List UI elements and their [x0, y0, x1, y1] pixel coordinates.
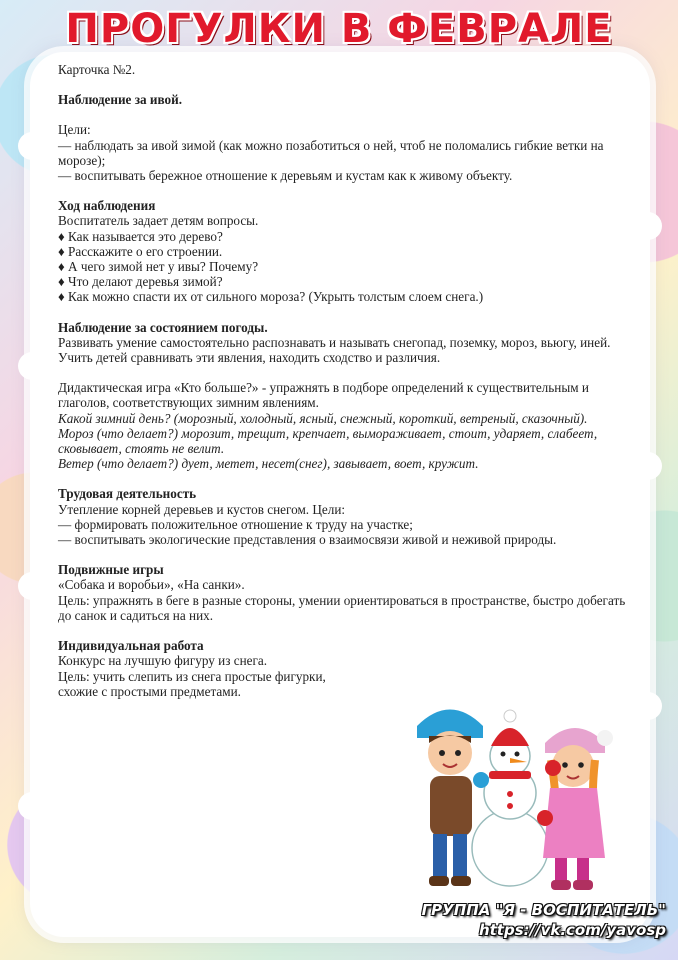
- section-heading: Наблюдение за состоянием погоды.: [58, 319, 268, 335]
- paragraph: «Собака и воробьи», «На санки».: [58, 577, 245, 593]
- page-title: ПРОГУЛКИ В ФЕВРАЛЕ: [65, 6, 613, 52]
- paragraph: Конкурс на лучшую фигуру из снега.: [58, 653, 268, 669]
- italic-line: Какой зимний день? (морозный, холодный, ясный, снежный, короткий, ветреный, сказочный).: [58, 410, 588, 426]
- italic-line: Мороз (что делает?) морозит, трещит, крепчает, вымораживает, стоит, ударяет, слабеет, сковывает, стоять не велит.: [58, 425, 598, 457]
- section-heading: Подвижные игры: [58, 562, 164, 578]
- scallop-decor: [634, 452, 662, 480]
- question-item: ♦ А чего зимой нет у ивы? Почему?: [58, 259, 259, 275]
- scallop-decor: [18, 132, 46, 160]
- document-body: [58, 62, 633, 699]
- goal-item: — формировать положительное отношение к труду на участке;: [58, 516, 413, 532]
- goal-item: — воспитывать бережное отношение к деревьям и кустам как к живому объекту.: [58, 168, 513, 184]
- question-item: ♦ Как можно спасти их от сильного мороза? (Укрыть толстым слоем снега.): [58, 289, 484, 305]
- question-item: ♦ Расскажите о его строении.: [58, 243, 223, 259]
- scallop-decor: [18, 572, 46, 600]
- question-item: ♦ Что делают деревья зимой?: [58, 274, 223, 290]
- children-snowman-illustration: [405, 698, 620, 898]
- scallop-decor: [634, 212, 662, 240]
- section-heading: Наблюдение за ивой.: [58, 92, 183, 108]
- paragraph: Цель: учить слепить из снега простые фигурки, схожие с простыми предметами.: [58, 668, 326, 699]
- group-link[interactable]: https://vk.com/yavosp: [478, 921, 666, 939]
- italic-line: Ветер (что делает?) дует, метет, несет(снег), завывает, воет, кружит.: [58, 456, 479, 472]
- paragraph: Воспитатель задает детям вопросы.: [58, 213, 259, 229]
- section-heading: Трудовая деятельность: [58, 486, 197, 502]
- scallop-decor: [18, 352, 46, 380]
- group-name: ГРУППА "Я - ВОСПИТАТЕЛЬ": [421, 901, 666, 919]
- footer-credits: [422, 900, 666, 940]
- paragraph: Развивать умение самостоятельно распознавать и называть снегопад, поземку, мороз, вьюгу, иней. Учить детей сравнивать эти явления, находить сходство и различия.: [58, 334, 611, 366]
- section-heading: Индивидуальная работа: [58, 638, 204, 654]
- paragraph: Дидактическая игра «Кто больше?» - упражнять в подборе определений к существительным и глаголов, соответствующих зимним явлениям.: [58, 380, 589, 411]
- goals-label: Цели:: [58, 122, 91, 138]
- paragraph: Цель: упражнять в беге в разные стороны, умении ориентироваться в пространстве, быстро добегать до санок и садиться на них.: [58, 592, 626, 623]
- scallop-decor: [634, 692, 662, 720]
- goal-item: — воспитывать экологические представления о взаимосвязи живой и неживой природы.: [58, 532, 557, 548]
- section-heading: Ход наблюдения: [58, 198, 156, 214]
- scallop-decor: [18, 792, 46, 820]
- paragraph: Утепление корней деревьев и кустов снегом. Цели:: [58, 501, 346, 517]
- goal-item: — наблюдать за ивой зимой (как можно позаботиться о ней, чтоб не поломались гибкие ветки на морозе);: [58, 137, 604, 168]
- question-item: ♦ Как называется это дерево?: [58, 228, 223, 244]
- card-number: Карточка №2.: [58, 62, 136, 77]
